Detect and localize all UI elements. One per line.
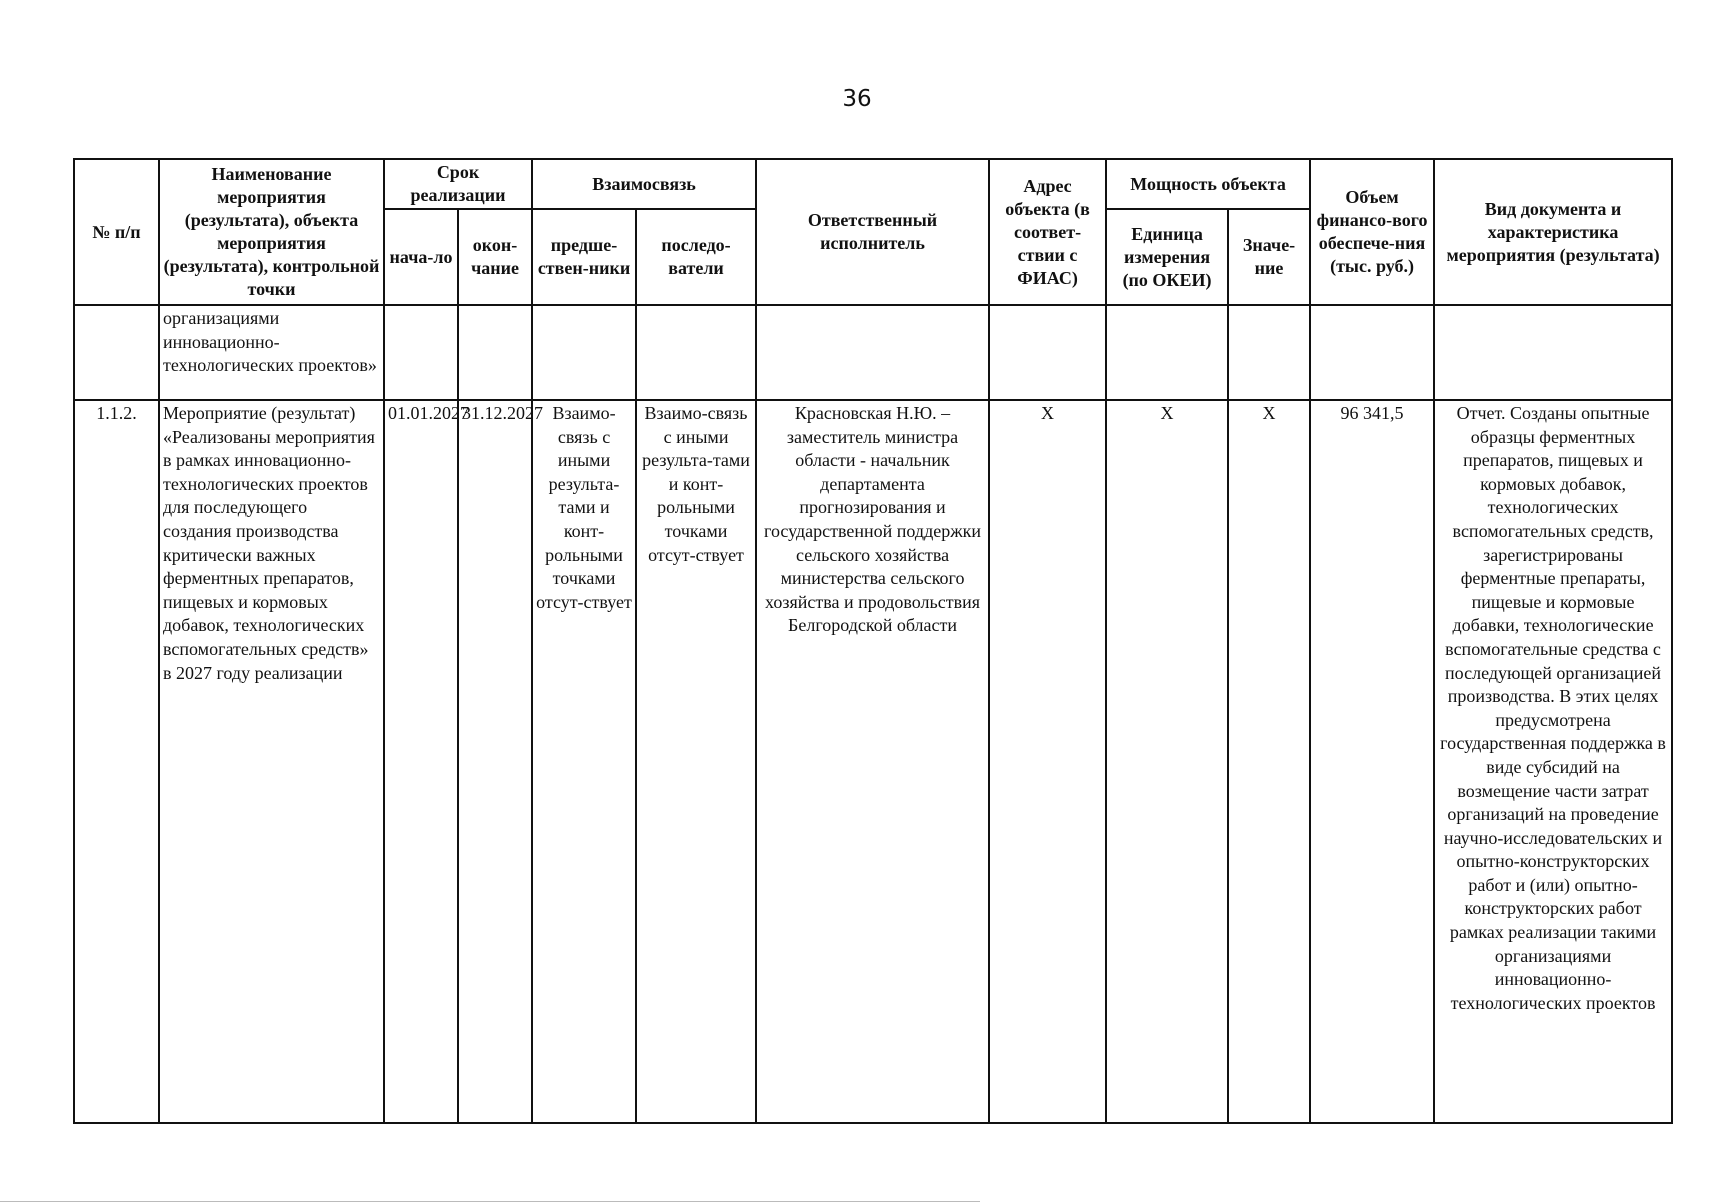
table-row (74, 305, 1672, 400)
activities-table (73, 158, 1673, 1124)
header-relation-prev: предше-ствен-ники (532, 209, 636, 305)
page-number: 36 (842, 86, 872, 112)
row-funding: 96 341,5 (1310, 400, 1434, 1123)
header-capacity-value: Значе-ние (1228, 209, 1310, 305)
row-end: 31.12.2027 (458, 400, 532, 1123)
header-executor: Ответственный исполнитель (756, 159, 989, 305)
row-executor (756, 305, 989, 400)
header-term-end: окон-чание (458, 209, 532, 305)
row-end (458, 305, 532, 400)
header-capacity-unit: Единица измерения (по ОКЕИ) (1106, 209, 1228, 305)
row-unit: Х (1106, 400, 1228, 1123)
row-funding (1310, 305, 1434, 400)
header-term-start: нача-ло (384, 209, 458, 305)
header-doc: Вид документа и характеристика мероприятия (результата) (1434, 159, 1672, 305)
row-next: Взаимо-связь с иными результа-тами и конт-рольными точками отсут-ствует (636, 400, 756, 1123)
header-name: Наименование мероприятия (результата), объекта мероприятия (результата), контрольной точки (159, 159, 384, 305)
header-funding: Объем финансо-вого обеспече-ния (тыс. руб.) (1310, 159, 1434, 305)
header-term: Срок реализации (384, 159, 532, 209)
row-value (1228, 305, 1310, 400)
header-num: № п/п (74, 159, 159, 305)
row-num: 1.1.2. (74, 400, 159, 1123)
row-name: организациями инновационно-технологических проектов» (159, 305, 384, 400)
row-start: 01.01.2027 (384, 400, 458, 1123)
row-doc: Отчет. Созданы опытные образцы ферментных препаратов, пищевых и кормовых добавок, технологических вспомогательных средств, зарегистрированы ферментные препараты, пищевые и кормовые добавки, технологические вспомогательные средства с последующей организацией производства. В этих целях предусмотрена государственная поддержка в виде субсидий на возмещение части затрат организаций на проведение научно-исследовательских и опытно-конструкторских работ и (или) опытно-конструкторских работ рамках реализации такими организациями инновационно-технологических проектов (1434, 400, 1672, 1123)
row-address (989, 305, 1106, 400)
header-address: Адрес объекта (в соответ-ствии с ФИАС) (989, 159, 1106, 305)
row-name: Мероприятие (результат) «Реализованы мероприятия в рамках инновационно-технологических проектов для последующего создания производства критически важных ферментных препаратов, пищевых и кормовых добавок, технологических вспомогательных средств» в 2027 году реализации (159, 400, 384, 1123)
header-relation-next: последо-ватели (636, 209, 756, 305)
header-relation: Взаимосвязь (532, 159, 756, 209)
row-start (384, 305, 458, 400)
row-address: Х (989, 400, 1106, 1123)
table-row (74, 400, 1672, 1123)
row-num (74, 305, 159, 400)
row-doc (1434, 305, 1672, 400)
row-unit (1106, 305, 1228, 400)
row-value: Х (1228, 400, 1310, 1123)
row-prev: Взаимо-связь с иными результа-тами и конт-рольными точками отсут-ствует (532, 400, 636, 1123)
row-prev (532, 305, 636, 400)
header-capacity: Мощность объекта (1106, 159, 1310, 209)
row-executor: Красновская Н.Ю. – заместитель министра области - начальник департамента прогнозирования и государственной поддержки сельского хозяйства министерства сельского хозяйства и продовольствия Белгородской области (756, 400, 989, 1123)
row-next (636, 305, 756, 400)
